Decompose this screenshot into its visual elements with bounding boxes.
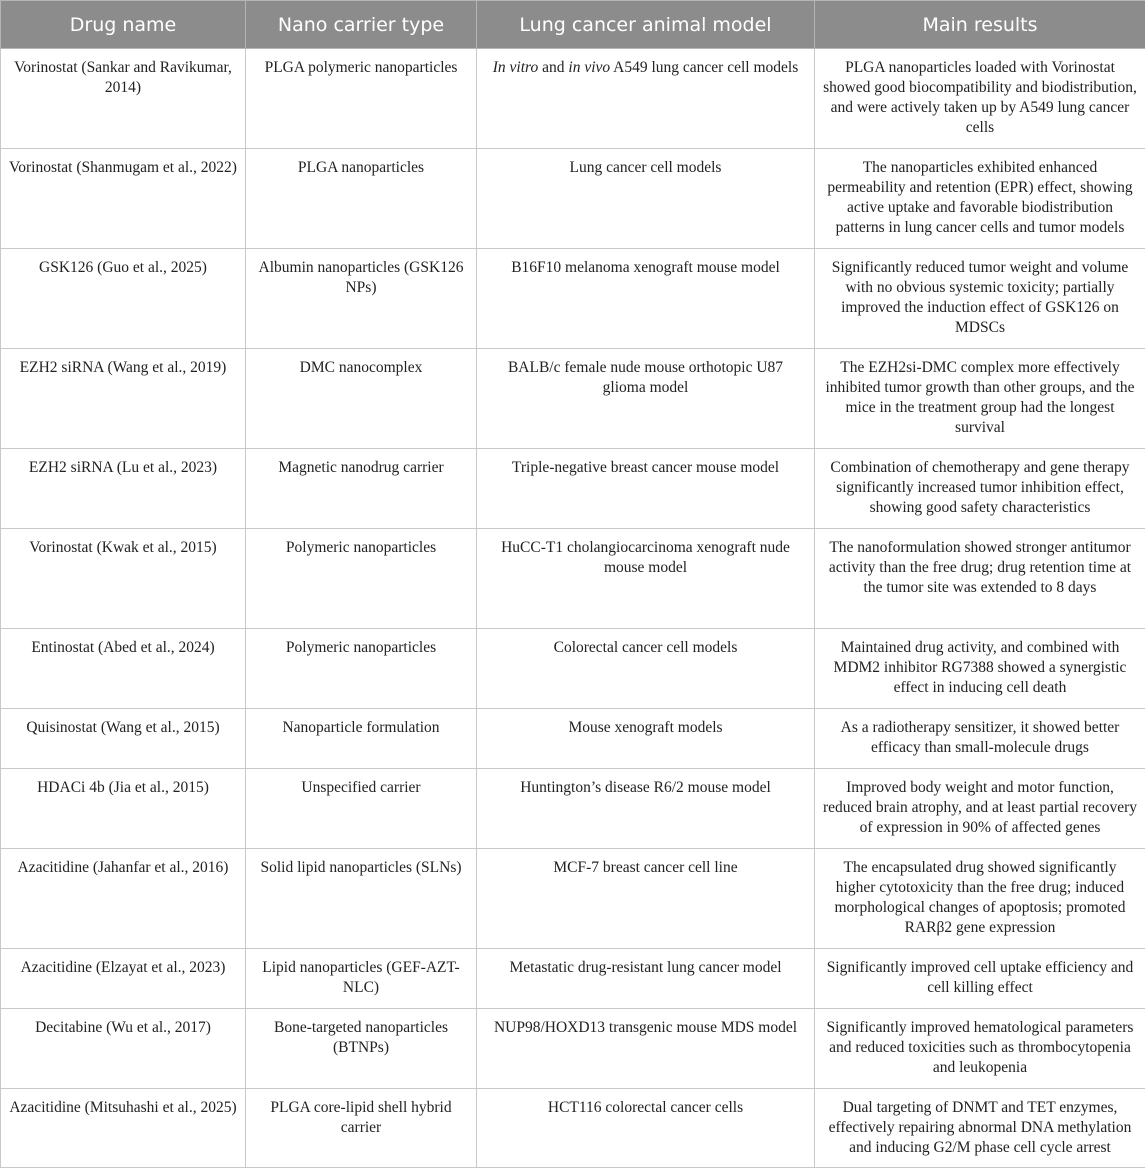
drug-name-cell: Azacitidine (Mitsuhashi et al., 2025) [1, 1089, 246, 1168]
drug-name-cell: EZH2 siRNA (Wang et al., 2019) [1, 349, 246, 449]
animal-model-cell: HCT116 colorectal cancer cells [477, 1089, 815, 1168]
drug-name-cell: GSK126 (Guo et al., 2025) [1, 249, 246, 349]
table-row [1, 249, 1145, 349]
main-results-cell: The EZH2si-DMC complex more effectively inhibited tumor growth than other groups, and the mice in the treatment group had the longest survival [815, 349, 1145, 449]
animal-model-cell [477, 49, 815, 149]
drug-name-cell: Vorinostat (Shanmugam et al., 2022) [1, 149, 246, 249]
animal-model-cell: Triple-negative breast cancer mouse model [477, 449, 815, 529]
header-carrier-type: Nano carrier type [246, 1, 477, 49]
animal-model-cell: HuCC-T1 cholangiocarcinoma xenograft nude mouse model [477, 529, 815, 629]
main-results-cell: Maintained drug activity, and combined with MDM2 inhibitor RG7388 showed a synergistic effect in inducing cell death [815, 629, 1145, 709]
carrier-type-cell: Bone-targeted nanoparticles (BTNPs) [246, 1009, 477, 1089]
main-results-cell: Dual targeting of DNMT and TET enzymes, effectively repairing abnormal DNA methylation and inducing G2/M phase cell cycle arrest [815, 1089, 1145, 1168]
animal-model-cell: NUP98/HOXD13 transgenic mouse MDS model [477, 1009, 815, 1089]
model-text-part: In vitro [492, 59, 539, 76]
table-row [1, 949, 1145, 1009]
table-row [1, 1009, 1145, 1089]
carrier-type-cell: PLGA core-lipid shell hybrid carrier [246, 1089, 477, 1168]
drug-name-cell: EZH2 siRNA (Lu et al., 2023) [1, 449, 246, 529]
animal-model-cell: Mouse xenograft models [477, 709, 815, 769]
drug-name-cell: Vorinostat (Kwak et al., 2015) [1, 529, 246, 629]
table-row [1, 449, 1145, 529]
animal-model-cell: Huntington’s disease R6/2 mouse model [477, 769, 815, 849]
drug-name-cell: Azacitidine (Elzayat et al., 2023) [1, 949, 246, 1009]
table-row [1, 769, 1145, 849]
carrier-type-cell: Polymeric nanoparticles [246, 529, 477, 629]
table-row [1, 529, 1145, 629]
main-results-cell: Improved body weight and motor function, reduced brain atrophy, and at least partial recovery of expression in 90% of affected genes [815, 769, 1145, 849]
main-results-cell: As a radiotherapy sensitizer, it showed better efficacy than small-molecule drugs [815, 709, 1145, 769]
animal-model-cell: Lung cancer cell models [477, 149, 815, 249]
main-results-cell: PLGA nanoparticles loaded with Vorinostat showed good biocompatibility and biodistribution, and were actively taken up by A549 lung cancer cells [815, 49, 1145, 149]
table-row [1, 49, 1145, 149]
header-main-results: Main results [815, 1, 1145, 49]
table-row [1, 629, 1145, 709]
carrier-type-cell: Unspecified carrier [246, 769, 477, 849]
main-results-cell: Significantly improved cell uptake efficiency and cell killing effect [815, 949, 1145, 1009]
carrier-type-cell: Polymeric nanoparticles [246, 629, 477, 709]
carrier-type-cell: Lipid nanoparticles (GEF-AZT-NLC) [246, 949, 477, 1009]
carrier-type-cell: PLGA polymeric nanoparticles [246, 49, 477, 149]
animal-model-cell: MCF-7 breast cancer cell line [477, 849, 815, 949]
table-row [1, 349, 1145, 449]
table-row [1, 149, 1145, 249]
animal-model-cell: B16F10 melanoma xenograft mouse model [477, 249, 815, 349]
animal-model-cell: BALB/c female nude mouse orthotopic U87 glioma model [477, 349, 815, 449]
main-results-cell: Significantly reduced tumor weight and volume with no obvious systemic toxicity; partially improved the induction effect of GSK126 on MDSCs [815, 249, 1145, 349]
main-results-cell: Significantly improved hematological parameters and reduced toxicities such as thrombocytopenia and leukopenia [815, 1009, 1145, 1089]
carrier-type-cell: Solid lipid nanoparticles (SLNs) [246, 849, 477, 949]
main-results-cell: Combination of chemotherapy and gene therapy significantly increased tumor inhibition effect, showing good safety characteristics [815, 449, 1145, 529]
carrier-type-cell: Nanoparticle formulation [246, 709, 477, 769]
drug-name-cell: HDACi 4b (Jia et al., 2015) [1, 769, 246, 849]
drug-name-cell: Quisinostat (Wang et al., 2015) [1, 709, 246, 769]
main-results-cell: The encapsulated drug showed significantly higher cytotoxicity than the free drug; induced morphological changes of apoptosis; promoted RARβ2 gene expression [815, 849, 1145, 949]
table-row [1, 1089, 1145, 1168]
table-row [1, 709, 1145, 769]
carrier-type-cell: PLGA nanoparticles [246, 149, 477, 249]
animal-model-cell: Colorectal cancer cell models [477, 629, 815, 709]
main-results-cell: The nanoparticles exhibited enhanced permeability and retention (EPR) effect, showing active uptake and favorable biodistribution patterns in lung cancer cells and tumor models [815, 149, 1145, 249]
drug-name-cell: Decitabine (Wu et al., 2017) [1, 1009, 246, 1089]
drug-name-cell: Entinostat (Abed et al., 2024) [1, 629, 246, 709]
main-results-cell: The nanoformulation showed stronger antitumor activity than the free drug; drug retention time at the tumor site was extended to 8 days [815, 529, 1145, 629]
model-text-part: in vivo [568, 59, 611, 76]
drug-name-cell: Vorinostat (Sankar and Ravikumar, 2014) [1, 49, 246, 149]
animal-model-cell: Metastatic drug-resistant lung cancer model [477, 949, 815, 1009]
model-text-part: A549 lung cancer cell models [610, 59, 799, 76]
header-animal-model: Lung cancer animal model [477, 1, 815, 49]
header-row [1, 1, 1145, 49]
carrier-type-cell: Albumin nanoparticles (GSK126 NPs) [246, 249, 477, 349]
drug-name-cell: Azacitidine (Jahanfar et al., 2016) [1, 849, 246, 949]
carrier-type-cell: DMC nanocomplex [246, 349, 477, 449]
model-text-part: and [538, 59, 569, 76]
carrier-type-cell: Magnetic nanodrug carrier [246, 449, 477, 529]
header-drug-name: Drug name [1, 1, 246, 49]
table-row [1, 849, 1145, 949]
